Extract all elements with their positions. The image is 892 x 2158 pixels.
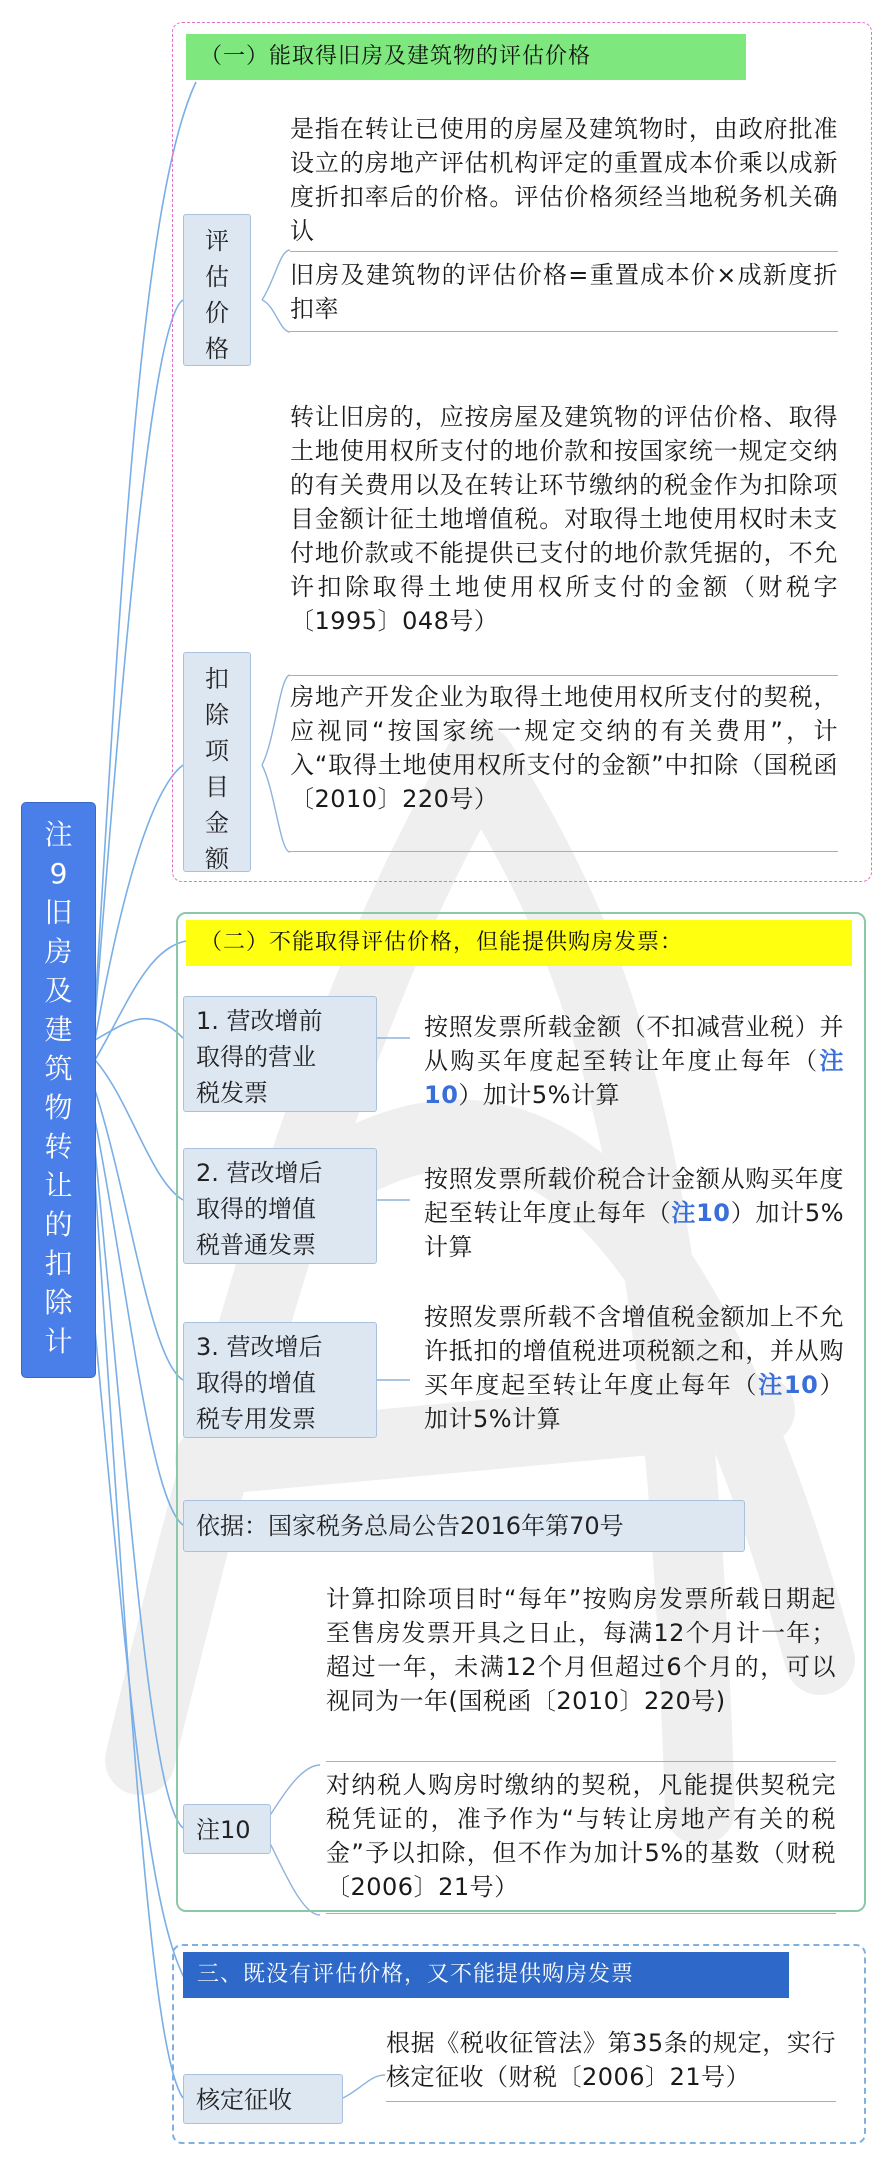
deduction-amount-char: 除 [205, 701, 229, 729]
invoice-item-label-line: 2. 营改增后 [196, 1159, 323, 1187]
invoice-item-label-line: 取得的增值 [196, 1369, 316, 1397]
root-char: 筑 [44, 1052, 73, 1085]
deduction-amount-char: 扣 [205, 665, 229, 693]
assessed-price-char: 格 [205, 335, 229, 363]
assessed-collection-text: 根据《税收征管法》第35条的规定，实行核定征收（财税〔2006〕21号） [386, 2026, 836, 2102]
root-char: 注 [44, 818, 73, 851]
note10-deed-tax-text: 对纳税人购房时缴纳的契税，凡能提供契税完税凭证的，准予作为“与转让房地产有关的税金”予以扣除，但不作为加计5%的基数（财税〔2006〕21号） [326, 1768, 836, 1914]
root-char: 及 [44, 974, 73, 1007]
deduction-amount-char: 金 [205, 809, 229, 837]
invoice-item-label-line: 3. 营改增后 [196, 1333, 323, 1361]
root-char: 除 [44, 1286, 73, 1319]
invoice-item-label-line: 税普通发票 [196, 1231, 316, 1259]
invoice-item-label-line: 取得的营业 [196, 1043, 316, 1071]
root-char: 扣 [44, 1247, 73, 1280]
assessed-price-char: 评 [205, 227, 229, 255]
root-char: 转 [44, 1130, 73, 1163]
invoice-item-text: ）加计5%计算 [424, 1371, 845, 1433]
invoice-item-2-text [424, 1162, 844, 1264]
deduction-amount-char: 项 [205, 737, 229, 765]
root-char: 建 [44, 1013, 73, 1046]
section2-title: （二）不能取得评估价格，但能提供购房发票： [186, 920, 852, 966]
root-char: 9 [49, 857, 68, 890]
invoice-item-3-text [424, 1300, 844, 1436]
invoice-item-3-node[interactable] [183, 1322, 377, 1438]
invoice-item-text: ）加计5%计算 [458, 1081, 620, 1109]
root-char: 房 [44, 935, 73, 968]
assessed-price-char: 估 [205, 263, 229, 291]
root-char: 物 [44, 1091, 73, 1124]
section3-title: 三、既没有评估价格，又不能提供购房发票 [183, 1952, 789, 1998]
invoice-item-text: ）加计5%计算 [424, 1199, 844, 1261]
root-char: 的 [44, 1208, 73, 1241]
assessed-price-formula: 旧房及建筑物的评估价格=重置成本价×成新度折扣率 [290, 258, 838, 332]
invoice-item-text: 按照发票所载价税合计金额从购买年度起至转让年度止每年（ [424, 1165, 844, 1227]
assessed-price-node[interactable] [183, 214, 251, 366]
note10-link[interactable]: 注10 [424, 1047, 844, 1109]
basis-node[interactable]: 依据：国家税务总局公告2016年第70号 [183, 1500, 745, 1552]
assessed-price-char: 价 [205, 299, 229, 327]
deed-tax-rule-text: 房地产开发企业为取得土地使用权所支付的契税，应视同“按国家统一规定交纳的有关费用”，计入“取得土地使用权所支付的金额”中扣除（国税函〔2010〕220号） [290, 680, 838, 852]
deduction-amount-char: 额 [205, 845, 229, 873]
note10-link[interactable]: 注10 [671, 1199, 731, 1227]
root-char: 旧 [44, 896, 73, 929]
invoice-item-label-line: 税发票 [196, 1079, 268, 1107]
invoice-item-2-node[interactable] [183, 1148, 377, 1264]
assessed-price-definition: 是指在转让已使用的房屋及建筑物时，由政府批准设立的房地产评估机构评定的重置成本价乘以成新度折扣率后的价格。评估价格须经当地税务机关确认 [290, 112, 838, 252]
invoice-item-1-node[interactable] [183, 996, 377, 1112]
note10-year-rule-text: 计算扣除项目时“每年”按购房发票所载日期起至售房发票开具之日止，每满12个月计一年；超过一年，未满12个月但超过6个月的，可以视同为一年(国税函〔2010〕220号) [326, 1582, 836, 1762]
invoice-item-1-text [424, 1010, 844, 1112]
deduction-amount-node[interactable] [183, 652, 251, 872]
invoice-item-text: 按照发票所载金额（不扣减营业税）并从购买年度起至转让年度止每年（ [424, 1013, 844, 1075]
invoice-item-label-line: 税专用发票 [196, 1405, 316, 1433]
invoice-item-label-line: 1. 营改增前 [196, 1007, 323, 1035]
invoice-item-text: 按照发票所载不含增值税金额加上不允许抵扣的增值税进项税额之和，并从购买年度起至转让年度止每年（ [424, 1303, 844, 1399]
assessed-collection-node[interactable]: 核定征收 [183, 2074, 343, 2124]
note10-node[interactable]: 注10 [183, 1804, 271, 1854]
root-char: 计 [44, 1325, 73, 1358]
invoice-item-label-line: 取得的增值 [196, 1195, 316, 1223]
root-char: 让 [44, 1169, 73, 1202]
deduction-amount-char: 目 [205, 773, 229, 801]
section1-title: （一）能取得旧房及建筑物的评估价格 [186, 34, 746, 80]
note10-link[interactable]: 注10 [758, 1371, 819, 1399]
root-node[interactable] [22, 803, 95, 1377]
deduction-rule-text: 转让旧房的，应按房屋及建筑物的评估价格、取得土地使用权所支付的地价款和按国家统一规定交纳的有关费用以及在转让环节缴纳的税金作为扣除项目金额计征土地增值税。对取得土地使用权时未支付地价款或不能提供已支付的地价款凭据的，不允许扣除取得土地使用权所支付的金额（财税字〔1995〕048号） [290, 400, 838, 676]
